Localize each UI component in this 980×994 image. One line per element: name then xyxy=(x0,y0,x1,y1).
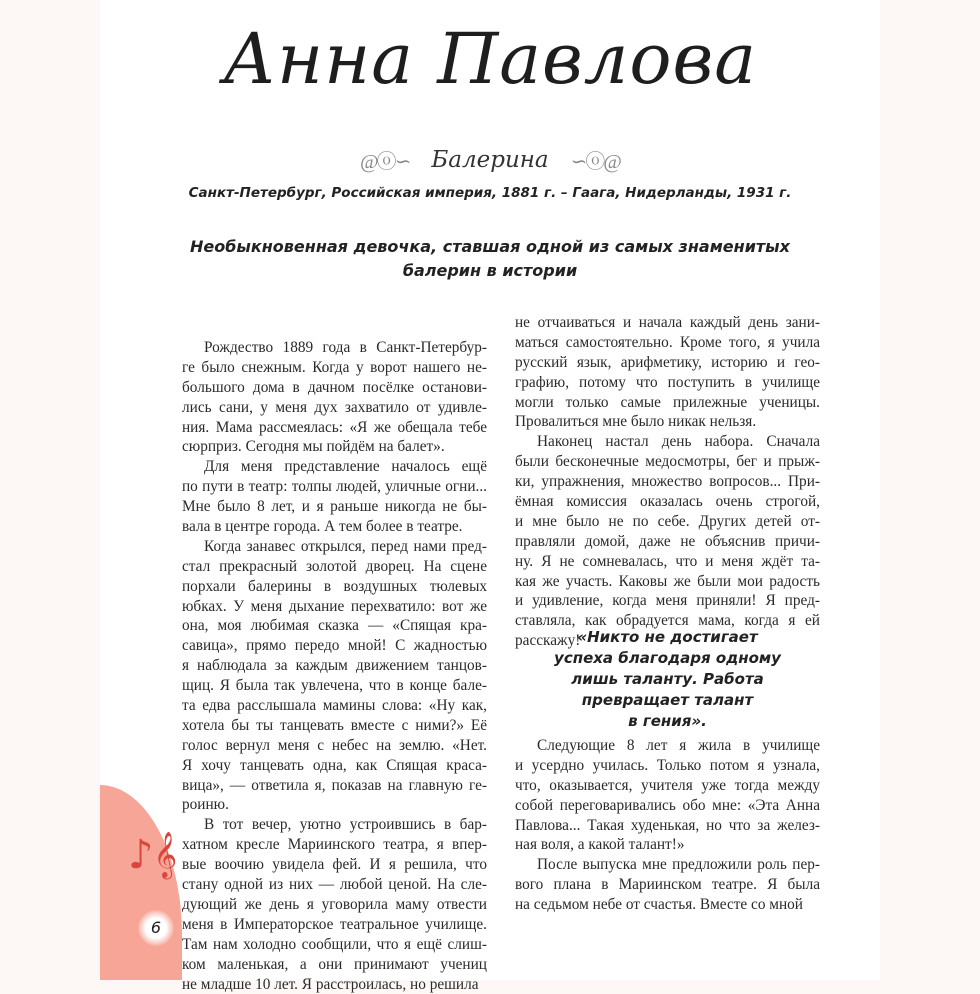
text-line: ки, упражнения, множество вопросов... При- xyxy=(515,472,820,492)
text-line: После выпуска мне предложили роль пер- xyxy=(515,855,820,875)
quote-line: успеха благодаря одному xyxy=(515,648,820,669)
quote-line: превращает талант xyxy=(515,690,820,711)
text-line: хатном кресле Мариинского театра, я впер- xyxy=(182,835,487,855)
text-line: кая же участь. Каковы же были мои радость xyxy=(515,572,820,592)
quote-line: лишь таланту. Работа xyxy=(515,669,820,690)
text-line: что, оказывается, учителя уже тогда между xyxy=(515,776,820,796)
text-line: сюрприз. Сегодня мы пойдём на балет». xyxy=(182,437,487,457)
text-line: русский язык, арифметику, историю и гео- xyxy=(515,353,820,373)
text-line: вого плана в Мариинском театре. Я была xyxy=(515,875,820,895)
text-line: она, моя любимая сказка — «Спящая кра- xyxy=(182,616,487,636)
text-line: голос вернул меня с небес на землю. «Нет. xyxy=(182,736,487,756)
left-text-column xyxy=(182,338,487,994)
right-text-column-continued xyxy=(515,736,820,915)
text-line: расскажу! xyxy=(515,631,820,651)
text-line: Я хочу танцевать одна, как Спящая краса- xyxy=(182,756,487,776)
text-line: ставляла, как обрадуется мама, когда я ей xyxy=(515,611,820,631)
text-line: по пути в театр: толпы людей, уличные огни... xyxy=(182,477,487,497)
text-line: щиц. Я была так увлечена, что в конце бале- xyxy=(182,676,487,696)
text-line: роиню. xyxy=(182,795,487,815)
text-line: я наблюдала за каждым движением танцов- xyxy=(182,656,487,676)
text-line: Павлова... Такая худенькая, но что за желез- xyxy=(515,816,820,836)
text-line: не младше 10 лет. Я расстроилась, но решила xyxy=(182,975,487,994)
text-line: и удивление, когда меня приняли! Я пред- xyxy=(515,591,820,611)
text-line: вала в центре города. А тем более в театре. xyxy=(182,517,487,537)
text-line: ге было снежным. Когда у ворот нашего не- xyxy=(182,358,487,378)
text-line: ком маленькая, а они принимают учениц xyxy=(182,955,487,975)
ornament-swirl-icon: ∽ⓞ@ xyxy=(571,145,620,174)
text-line: ну. Я не сомневалась, что и меня ждёт та- xyxy=(515,552,820,572)
text-line: большого дома в дачном посёлке останови- xyxy=(182,378,487,398)
treble-clef-icon: ♪𝄞 xyxy=(128,832,177,878)
dates-line: Санкт-Петербург, Российская империя, 1881 г. – Гаага, Нидерланды, 1931 г. xyxy=(100,185,880,201)
subtitle: Балерина xyxy=(431,147,548,173)
right-text-column xyxy=(515,313,820,651)
quote-line: «Никто не достигает xyxy=(515,627,820,648)
quote-line: в гения». xyxy=(515,711,820,732)
text-line: В тот вечер, уютно устроившись в бар- xyxy=(182,815,487,835)
subtitle-row xyxy=(100,145,880,174)
text-line: графию, потому что поступить в училище xyxy=(515,373,820,393)
text-line: Когда занавес открылся, перед нами пред- xyxy=(182,537,487,557)
pull-quote xyxy=(515,627,820,732)
text-line: не отчаиваться и начала каждый день зани- xyxy=(515,313,820,333)
text-line: Мне было 8 лет, и я раньше никогда не бы- xyxy=(182,497,487,517)
text-line: стал прекрасный золотой дворец. На сцене xyxy=(182,557,487,577)
text-line: ёмная комиссия оказалась очень строгой, xyxy=(515,492,820,512)
text-line: маться самостоятельно. Кроме того, я учила xyxy=(515,333,820,353)
text-line: меня в Императорское театральное училище. xyxy=(182,915,487,935)
text-line: и усердно училась. Только потом я узнала, xyxy=(515,756,820,776)
text-line: вые воочию увидела фей. И я решила, что xyxy=(182,855,487,875)
text-line: Там нам холодно сообщили, что я ещё слиш- xyxy=(182,935,487,955)
text-line: Рождество 1889 года в Санкт-Петербур- xyxy=(182,338,487,358)
text-line: порхали балерины в воздушных тюлевых xyxy=(182,577,487,597)
text-line: на седьмом небе от счастья. Вместе со мной xyxy=(515,895,820,915)
lead-heading: Необыкновенная девочка, ставшая одной из самых знаменитых балерин в истории xyxy=(150,235,830,283)
text-line: вица», — ответила я, показав на главную ге- xyxy=(182,776,487,796)
text-line: дующий же день я уговорила маму отвести xyxy=(182,895,487,915)
text-line: могли только самые прилежные ученицы. xyxy=(515,393,820,413)
text-line: были бесконечные медосмотры, бег и прыж- xyxy=(515,452,820,472)
ornament-swirl-icon: @ⓞ∽ xyxy=(360,145,409,174)
text-line: стану одной из них — любой ценой. На сле- xyxy=(182,875,487,895)
text-line: лись сани, у меня дух захватило от удивле- xyxy=(182,398,487,418)
text-line: савица», прямо передо мной! С жадностью xyxy=(182,636,487,656)
text-line: и мне было не по себе. Других детей от- xyxy=(515,512,820,532)
text-line: ния. Мама рассмеялась: «Я же обещала тебе xyxy=(182,418,487,438)
text-line: собой переговаривались обо мне: «Эта Анна xyxy=(515,796,820,816)
text-line: правляли домой, даже не объяснив причи- xyxy=(515,532,820,552)
text-line: хотела бы ты танцевать вместе с ними?» Её xyxy=(182,716,487,736)
text-line: та едва расслышала мамины слова: «Ну как, xyxy=(182,696,487,716)
text-line: Для меня представление началось ещё xyxy=(182,457,487,477)
page-number: 6 xyxy=(138,910,174,946)
text-line: Наконец настал день набора. Сначала xyxy=(515,432,820,452)
page-title: Анна Павлова xyxy=(100,18,880,100)
text-line: юбках. У меня дыхание перехватило: вот же xyxy=(182,597,487,617)
text-line: Провалиться мне было никак нельзя. xyxy=(515,412,820,432)
text-line: Следующие 8 лет я жила в училище xyxy=(515,736,820,756)
text-line: ная воля, а какой талант!» xyxy=(515,835,820,855)
